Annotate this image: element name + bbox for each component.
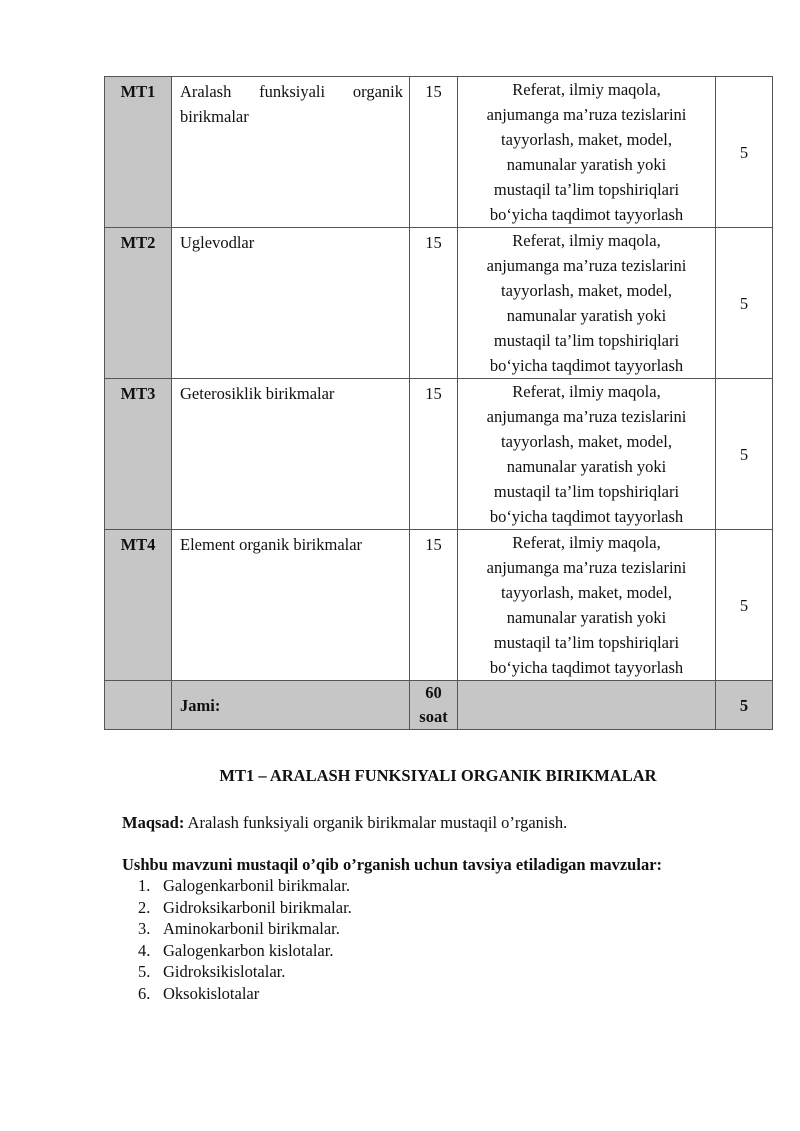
list-text: Gidroksikarbonil birikmalar. — [163, 897, 352, 917]
task-line: bo‘yicha taqdimot tayyorlash — [489, 658, 684, 677]
task-line: anjumanga ma’ruza tezislarini — [486, 105, 687, 124]
module-hours: 15 — [410, 228, 458, 379]
task-line: namunalar yaratish yoki — [506, 155, 667, 174]
module-code: MT1 — [105, 77, 172, 228]
task-line: tayyorlash, maket, model, — [501, 432, 672, 451]
task-line: Referat, ilmiy maqola, — [512, 80, 661, 99]
module-task — [458, 77, 716, 228]
total-row — [105, 681, 773, 730]
list-item — [138, 897, 352, 919]
list-text: Galogenkarbonil birikmalar. — [163, 876, 350, 895]
module-hours: 15 — [410, 379, 458, 530]
total-hours — [410, 681, 458, 730]
task-line: mustaqil ta’lim topshiriqlari — [493, 180, 680, 199]
total-empty-cell — [105, 681, 172, 730]
list-text: Oksokislotalar — [163, 983, 260, 1003]
module-hours: 15 — [410, 77, 458, 228]
task-line: bo‘yicha taqdimot tayyorlash — [489, 507, 684, 526]
module-code: MT3 — [105, 379, 172, 530]
list-number: 5. — [138, 962, 151, 981]
task-line: anjumanga ma’ruza tezislarini — [486, 256, 687, 275]
task-line: tayyorlash, maket, model, — [501, 130, 672, 149]
list-text: Galogenkarbon kislotalar. — [163, 940, 334, 960]
table-row — [105, 379, 773, 530]
table-row — [105, 530, 773, 681]
table-row — [105, 228, 773, 379]
task-line: anjumanga ma’ruza tezislarini — [486, 407, 687, 426]
module-code: MT4 — [105, 530, 172, 681]
module-task — [458, 530, 716, 681]
module-score: 5 — [716, 228, 773, 379]
module-name: Geterosiklik birikmalar — [172, 379, 410, 530]
table-row — [105, 77, 773, 228]
list-item — [138, 918, 352, 940]
total-hours-value: 60 — [425, 683, 442, 702]
list-number: 4. — [138, 940, 151, 960]
topics-heading: Ushbu mavzuni mustaqil o’qib o’rganish uchun tavsiya etiladigan mavzular: — [122, 855, 663, 874]
task-line: mustaqil ta’lim topshiriqlari — [493, 331, 680, 350]
independent-work-table — [104, 76, 773, 730]
module-task — [458, 228, 716, 379]
task-line: mustaqil ta’lim topshiriqlari — [493, 482, 680, 501]
list-number: 3. — [138, 919, 151, 938]
list-number: 2. — [138, 897, 151, 917]
task-line: namunalar yaratish yoki — [506, 457, 667, 476]
task-line: anjumanga ma’ruza tezislarini — [486, 558, 687, 577]
topics-list — [138, 875, 352, 1004]
goal-label: Maqsad: — [122, 813, 185, 832]
task-line: bo‘yicha taqdimot tayyorlash — [489, 356, 684, 375]
list-number: 6. — [138, 983, 151, 1003]
total-label: Jami: — [172, 681, 410, 730]
task-line: tayyorlash, maket, model, — [501, 583, 672, 602]
task-line: Referat, ilmiy maqola, — [512, 533, 661, 552]
module-name: Aralash funksiyali organik birikmalar — [172, 77, 410, 228]
list-item — [138, 983, 352, 1005]
module-task — [458, 379, 716, 530]
task-line: bo‘yicha taqdimot tayyorlash — [489, 205, 684, 224]
task-line: namunalar yaratish yoki — [506, 608, 667, 627]
task-line: tayyorlash, maket, model, — [501, 281, 672, 300]
goal-text: Aralash funksiyali organik birikmalar mustaqil o’rganish. — [184, 813, 568, 832]
task-line: Referat, ilmiy maqola, — [512, 382, 661, 401]
task-line: Referat, ilmiy maqola, — [512, 231, 661, 250]
module-name: Element organik birikmalar — [172, 530, 410, 681]
total-task-empty — [458, 681, 716, 730]
module-score: 5 — [716, 379, 773, 530]
module-score: 5 — [716, 77, 773, 228]
task-line: mustaqil ta’lim topshiriqlari — [493, 633, 680, 652]
list-number: 1. — [138, 876, 151, 895]
total-score: 5 — [716, 681, 773, 730]
goal-paragraph — [122, 813, 567, 833]
list-item — [138, 940, 352, 962]
task-line: namunalar yaratish yoki — [506, 306, 667, 325]
list-text: Aminokarbonil birikmalar. — [163, 919, 340, 938]
list-item — [138, 875, 352, 897]
module-hours: 15 — [410, 530, 458, 681]
list-text: Gidroksikislotalar. — [163, 962, 286, 981]
section-title: MT1 – ARALASH FUNKSIYALI ORGANIK BIRIKMALAR — [219, 766, 657, 785]
module-name: Uglevodlar — [172, 228, 410, 379]
module-code: MT2 — [105, 228, 172, 379]
list-item — [138, 961, 352, 983]
module-score: 5 — [716, 530, 773, 681]
total-hours-unit: soat — [419, 707, 448, 726]
